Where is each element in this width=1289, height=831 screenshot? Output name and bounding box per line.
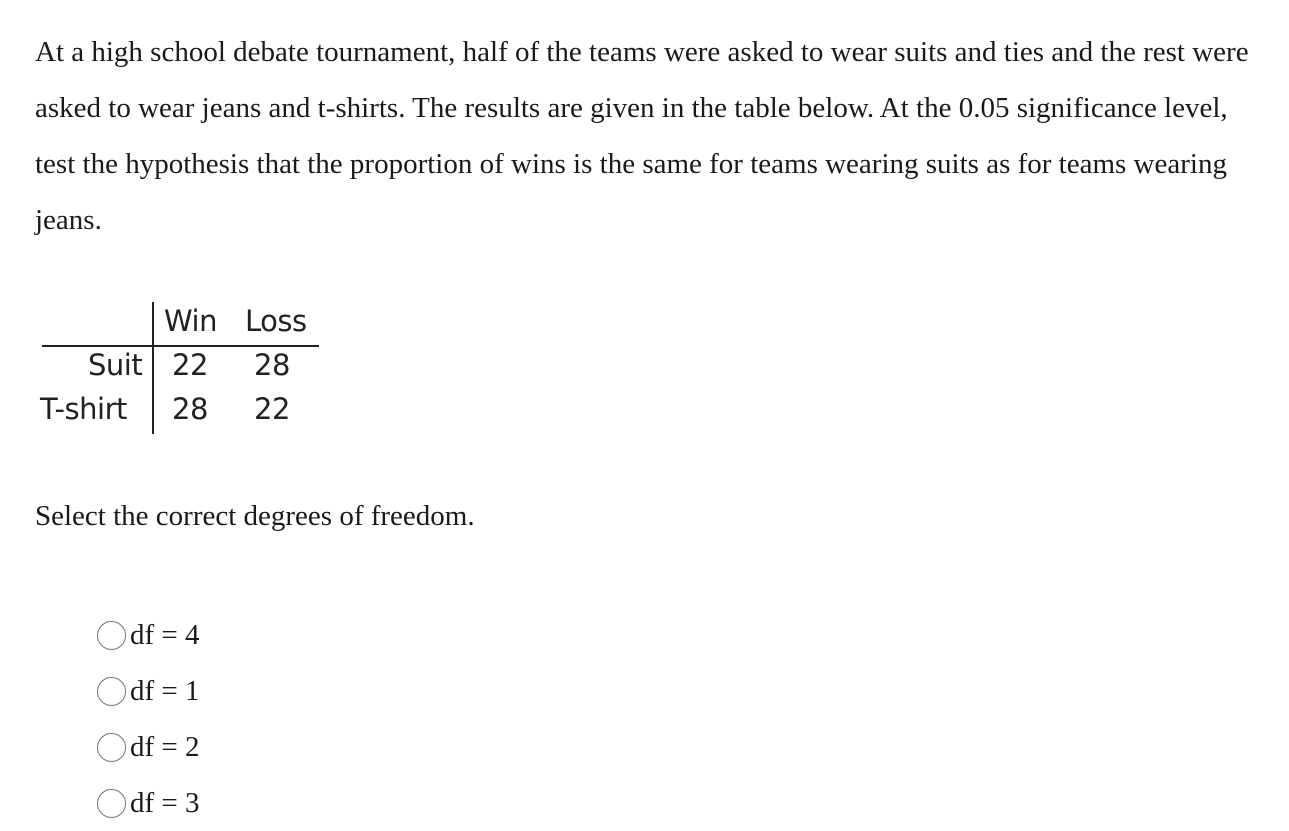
- option-df-1[interactable]: [97, 663, 397, 719]
- option-label: df = 2: [130, 730, 200, 763]
- radio-button[interactable]: [97, 733, 126, 762]
- cell-suit-win: 22: [172, 348, 208, 382]
- prompt-text: Select the correct degrees of freedom.: [35, 500, 475, 532]
- option-label: df = 1: [130, 674, 200, 707]
- option-df-4[interactable]: [97, 607, 397, 663]
- cell-tshirt-loss: 22: [254, 392, 290, 426]
- col-header-loss: Loss: [245, 304, 307, 338]
- radio-button[interactable]: [97, 621, 126, 650]
- answer-options: [97, 607, 397, 819]
- option-df-3[interactable]: [97, 775, 397, 831]
- option-label: df = 4: [130, 618, 200, 651]
- cell-suit-loss: 28: [254, 348, 290, 382]
- cell-tshirt-win: 28: [172, 392, 208, 426]
- col-header-win: Win: [164, 304, 217, 338]
- option-label: df = 3: [130, 786, 200, 819]
- table-horizontal-divider: [42, 345, 319, 347]
- row-label-tshirt: T-shirt: [40, 392, 127, 426]
- radio-button[interactable]: [97, 789, 126, 818]
- option-df-2[interactable]: [97, 719, 397, 775]
- radio-button[interactable]: [97, 677, 126, 706]
- question-text: At a high school debate tournament, half of the teams were asked to wear suits and ties and the rest were asked to wear jeans and t-shirts. The results are given in the table below. At the 0.05 significance level, test the hypothesis that the proportion of wins is the same for teams wearing suits as for teams wearing jeans.: [35, 36, 1249, 236]
- contingency-table: [40, 300, 330, 440]
- row-label-suit: Suit: [88, 348, 143, 382]
- table-vertical-divider: [152, 302, 154, 434]
